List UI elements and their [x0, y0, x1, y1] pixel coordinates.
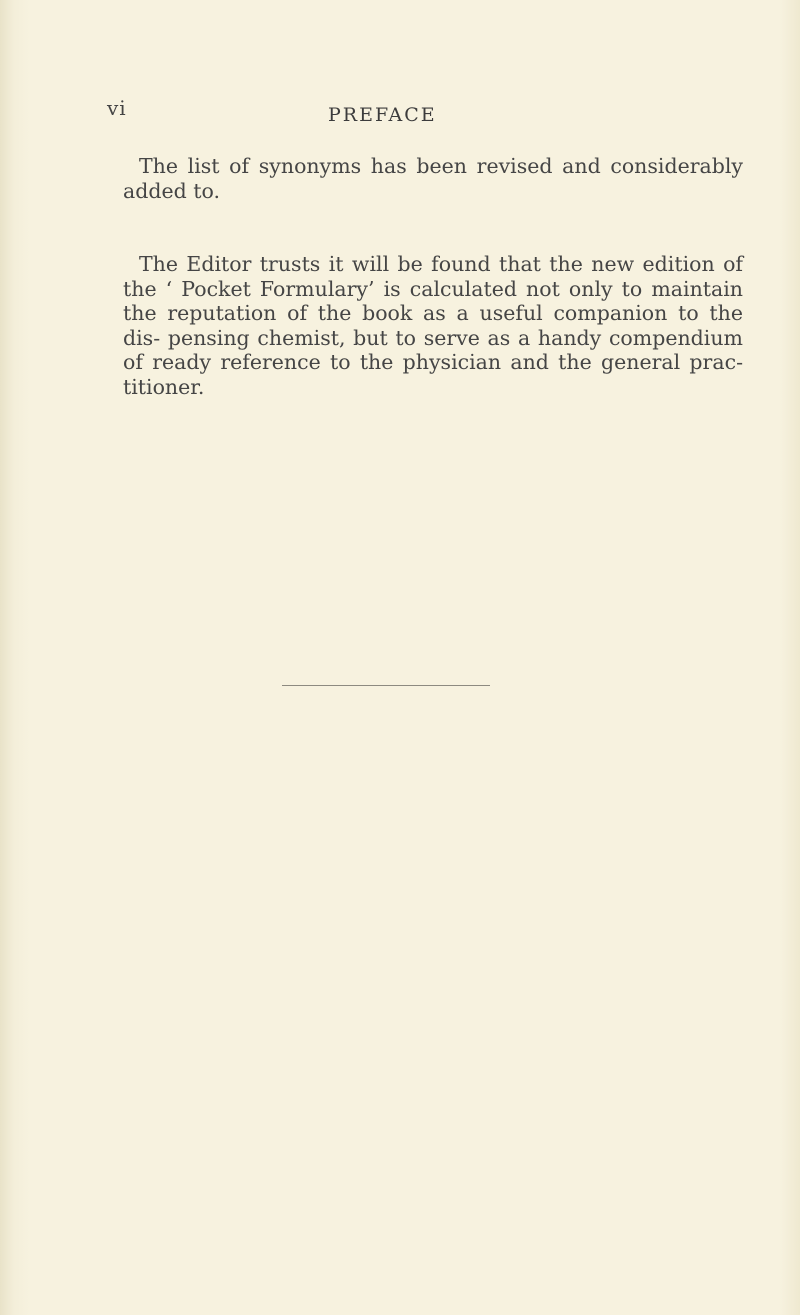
paragraph-text: The Editor trusts it will be found that the new edition of the ‘ Pocket Formulary’ is calculated not only to maintain the reputation of the book as a useful companion to the dis- pensing chemist, but to serve as a handy compendium of ready reference to the physician and the general prac- titioner.	[123, 252, 743, 399]
section-divider	[282, 685, 490, 686]
paragraph-text: The list of synonyms has been revised and considerably added to.	[123, 154, 743, 203]
paragraph-synonyms	[123, 154, 743, 203]
page-number: vi	[107, 96, 127, 120]
running-head: PREFACE	[328, 104, 437, 126]
paragraph-editor	[123, 252, 743, 399]
